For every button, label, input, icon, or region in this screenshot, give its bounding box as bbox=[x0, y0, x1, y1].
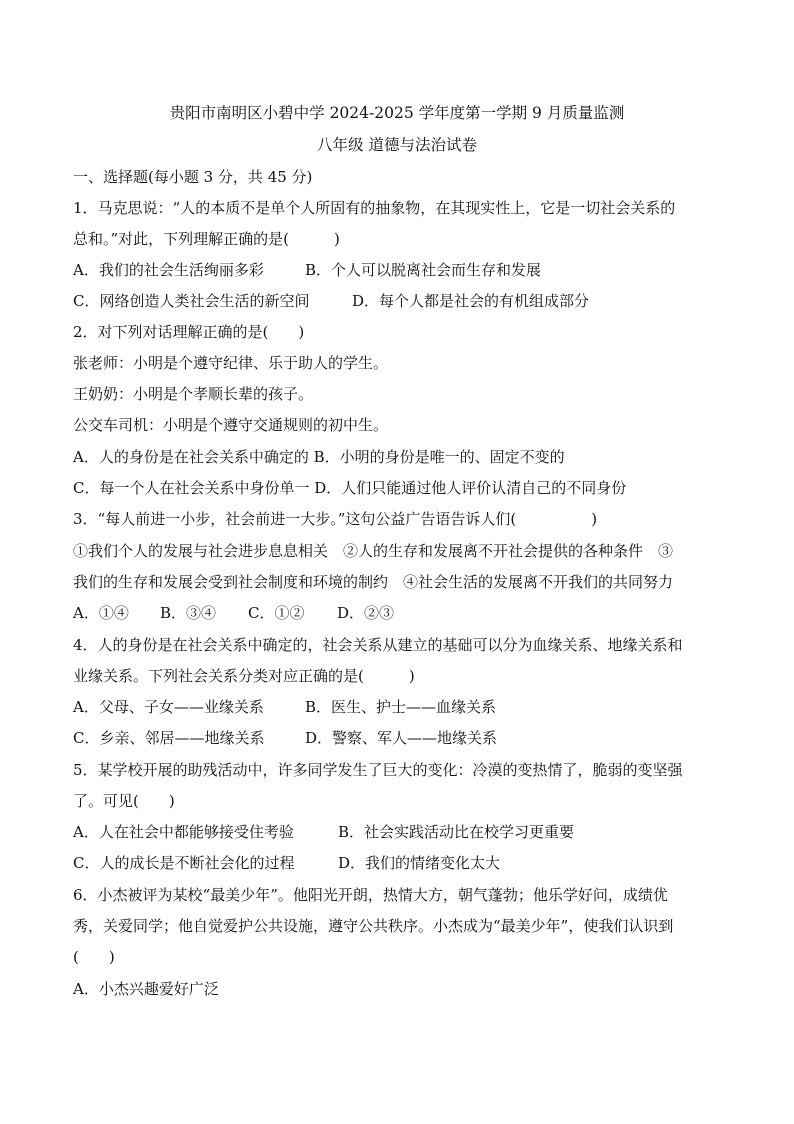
exam-title: 贵阳市南明区小碧中学 2024-2025 学年度第一学期 9 月质量监测 bbox=[169, 104, 625, 122]
q3-option-b: B．③④ bbox=[160, 604, 217, 622]
q3-option-c: C．①② bbox=[248, 604, 305, 622]
q3-option-d: D．②③ bbox=[337, 604, 395, 622]
q5-option-c: C．人的成长是不断社会化的过程 bbox=[73, 854, 295, 872]
q5-option-b: B．社会实践活动比在校学习更重要 bbox=[338, 823, 575, 841]
q3-statements-line1: ①我们个人的发展与社会进步息息相关 ②人的生存和发展离不开社会提供的各种条件 ③ bbox=[73, 542, 674, 560]
q6-stem-line2: 秀，关爱同学；他自觉爱护公共设施，遵守公共秩序。小杰成为“最美少年”，使我们认识到 bbox=[73, 917, 674, 935]
q6-option-a: A．小杰兴趣爱好广泛 bbox=[73, 980, 219, 998]
q1-option-b: B．个人可以脱离社会而生存和发展 bbox=[305, 261, 542, 279]
q1-stem-line1: 1．马克思说：“人的本质不是单个人所固有的抽象物，在其现实性上，它是一切社会关系的 bbox=[73, 199, 676, 217]
q5-option-d: D．我们的情绪变化太大 bbox=[338, 854, 501, 872]
section-heading: 一、选择题(每小题 3 分，共 45 分) bbox=[73, 168, 313, 186]
q5-option-a: A．人在社会中都能够接受住考验 bbox=[73, 823, 294, 841]
q3-stem: 3．“每人前进一小步，社会前进一大步。”这句公益广告语告诉人们( ) bbox=[73, 510, 598, 528]
q4-stem-line2: 业缘关系。下列社会关系分类对应正确的是( ) bbox=[73, 667, 415, 685]
q5-stem-line2: 了。可见( ) bbox=[73, 792, 175, 810]
q2-options-ab: A．人的身份是在社会关系中确定的 B．小明的身份是唯一的、固定不变的 bbox=[73, 448, 565, 466]
q6-stem-line1: 6．小杰被评为某校“最美少年”。他阳光开朗，热情大方，朝气蓬勃；他乐学好问，成绩优 bbox=[73, 886, 668, 904]
q4-option-b: B．医生、护士——血缘关系 bbox=[305, 698, 497, 716]
q5-stem-line1: 5．某学校开展的助残活动中，许多同学发生了巨大的变化：冷漠的变热情了，脆弱的变坚强 bbox=[73, 761, 683, 779]
q3-statements-line2: 我们的生存和发展会受到社会制度和环境的制约 ④社会生活的发展离不开我们的共同努力 bbox=[73, 573, 674, 591]
q1-option-a: A．我们的社会生活绚丽多彩 bbox=[73, 261, 264, 279]
q3-option-a: A．①④ bbox=[73, 604, 129, 622]
q2-stem: 2．对下列对话理解正确的是( ) bbox=[73, 323, 305, 341]
q2-options-cd: C．每一个人在社会关系中身份单一 D．人们只能通过他人评价认清自己的不同身份 bbox=[73, 479, 627, 497]
q1-stem-line2: 总和。”对此，下列理解正确的是( ) bbox=[73, 230, 340, 248]
q4-option-c: C．乡亲、邻居——地缘关系 bbox=[73, 729, 265, 747]
q2-dialogue-2: 王奶奶：小明是个孝顺长辈的孩子。 bbox=[73, 385, 314, 403]
q2-dialogue-3: 公交车司机：小明是个遵守交通规则的初中生。 bbox=[73, 416, 389, 434]
q4-stem-line1: 4．人的身份是在社会关系中确定的，社会关系从建立的基础可以分为血缘关系、地缘关系和 bbox=[73, 636, 683, 654]
q4-option-a: A．父母、子女——业缘关系 bbox=[73, 698, 264, 716]
q2-dialogue-1: 张老师：小明是个遵守纪律、乐于助人的学生。 bbox=[73, 354, 389, 372]
q1-option-c: C．网络创造人类社会生活的新空间 bbox=[73, 292, 310, 310]
q4-option-d: D．警察、军人——地缘关系 bbox=[305, 729, 498, 747]
q6-stem-line3: ( ) bbox=[73, 948, 115, 966]
exam-subtitle: 八年级 道德与法治试卷 bbox=[317, 136, 477, 154]
q1-option-d: D．每个人都是社会的有机组成部分 bbox=[352, 292, 590, 310]
